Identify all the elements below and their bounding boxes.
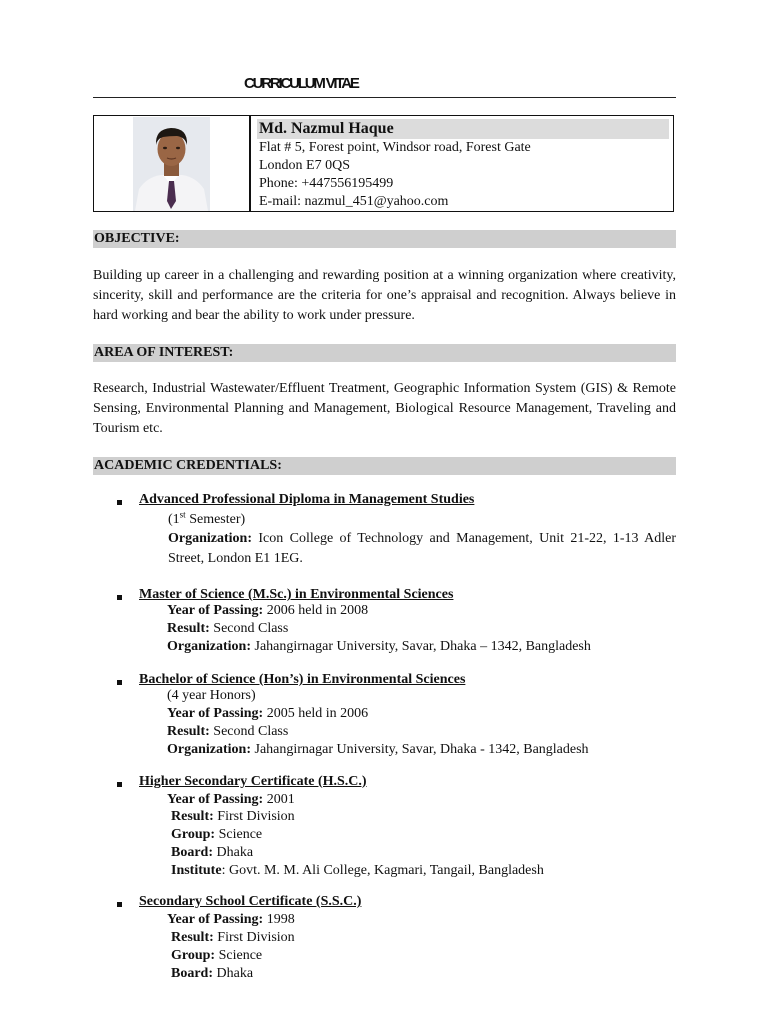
- year-label: Year of Passing:: [167, 912, 264, 927]
- result-label: Result:: [167, 724, 210, 739]
- org-label: Organization:: [167, 742, 251, 757]
- phone: Phone: +447556195499: [259, 176, 394, 191]
- entry-result: [167, 620, 288, 638]
- result-value: Second Class: [209, 724, 289, 739]
- title-rule: [93, 97, 676, 98]
- entry-title: Higher Secondary Certificate (H.S.C.): [139, 774, 367, 789]
- result-value: First Division: [213, 809, 295, 824]
- objective-heading: OBJECTIVE:: [93, 230, 676, 248]
- group-label: Group:: [171, 948, 216, 963]
- year-label: Year of Passing:: [167, 706, 264, 721]
- entry-institute: [171, 862, 544, 880]
- result-label: Result:: [171, 930, 214, 945]
- org-label: Organization:: [168, 531, 252, 546]
- board-label: Board:: [171, 966, 213, 981]
- result-value: Second Class: [209, 621, 289, 636]
- entry-organization: [168, 529, 676, 569]
- year-value: 2006 held in 2008: [263, 603, 369, 618]
- entry-group: [171, 947, 262, 965]
- org-value: Jahangirnagar University, Savar, Dhaka - 1342, Bangladesh: [251, 742, 589, 757]
- entry-result: [171, 929, 295, 947]
- entry-year: [167, 911, 295, 929]
- entry-group: [171, 826, 262, 844]
- bullet: [117, 680, 122, 685]
- email: E-mail: nazmul_451@yahoo.com: [259, 194, 449, 209]
- entry-note: (4 year Honors): [167, 688, 256, 703]
- entry-title: Bachelor of Science (Hon’s) in Environmental Sciences: [139, 672, 466, 687]
- entry-title: Advanced Professional Diploma in Management Studies: [139, 492, 475, 507]
- interest-text: Research, Industrial Wastewater/Effluent Treatment, Geographic Information System (GIS) & Remote Sensing, Environmental Planning and Management, Biological Resource Management, Traveling and Tourism etc.: [93, 381, 676, 436]
- entry-year: [167, 602, 368, 620]
- address-line-2: London E7 0QS: [259, 158, 350, 173]
- institute-label: Institute: [171, 863, 222, 878]
- org-value: Jahangirnagar University, Savar, Dhaka – 1342, Bangladesh: [251, 639, 591, 654]
- header-box: [93, 115, 674, 212]
- year-value: 1998: [263, 912, 295, 927]
- bullet: [117, 782, 122, 787]
- entry-organization: [167, 741, 589, 759]
- entry-organization: [167, 638, 591, 656]
- year-value: 2005 held in 2006: [263, 706, 369, 721]
- institute-value: : Govt. M. M. Ali College, Kagmari, Tangail, Bangladesh: [221, 863, 544, 878]
- header-divider: [249, 116, 251, 211]
- result-value: First Division: [213, 930, 295, 945]
- org-value: Icon College of Technology and Management, Unit 21-22, 1-13 Adler Street, London E1 1EG.: [168, 531, 676, 566]
- entry-board: [171, 965, 253, 983]
- bullet: [117, 902, 122, 907]
- semester-close: Semester): [185, 512, 246, 527]
- group-value: Science: [215, 948, 263, 963]
- semester-sup: st: [179, 509, 186, 520]
- bullet: [117, 500, 122, 505]
- entry-semester: [168, 511, 245, 529]
- entry-board: [171, 844, 253, 862]
- address-line-1: Flat # 5, Forest point, Windsor road, Forest Gate: [259, 140, 531, 155]
- academic-heading: ACADEMIC CREDENTIALS:: [93, 457, 676, 475]
- org-label: Organization:: [167, 639, 251, 654]
- candidate-name: Md. Nazmul Haque: [257, 119, 669, 139]
- bullet: [117, 595, 122, 600]
- group-label: Group:: [171, 827, 216, 842]
- objective-text: Building up career in a challenging and rewarding position at a winning organization where creativity, sincerity, skill and performance are the criteria for one’s appraisal and recognition. Always believe in hard working and bear the ability to work under pressure.: [93, 268, 676, 323]
- entry-year: [167, 705, 368, 723]
- group-value: Science: [215, 827, 263, 842]
- interest-heading: AREA OF INTEREST:: [93, 344, 676, 362]
- result-label: Result:: [171, 809, 214, 824]
- result-label: Result:: [167, 621, 210, 636]
- board-value: Dhaka: [213, 966, 254, 981]
- board-label: Board:: [171, 845, 213, 860]
- year-label: Year of Passing:: [167, 603, 264, 618]
- profile-photo: [133, 117, 210, 211]
- year-label: Year of Passing:: [167, 792, 264, 807]
- entry-result: [167, 723, 288, 741]
- entry-title: Master of Science (M.Sc.) in Environmental Sciences: [139, 587, 454, 602]
- semester-open: (1: [168, 512, 180, 527]
- contact-block: [257, 116, 669, 211]
- entry-year: [167, 791, 295, 809]
- year-value: 2001: [263, 792, 295, 807]
- entry-result: [171, 808, 295, 826]
- entry-title: Secondary School Certificate (S.S.C.): [139, 894, 362, 909]
- board-value: Dhaka: [213, 845, 254, 860]
- document-title: CURRICULUM VITAE: [244, 75, 358, 92]
